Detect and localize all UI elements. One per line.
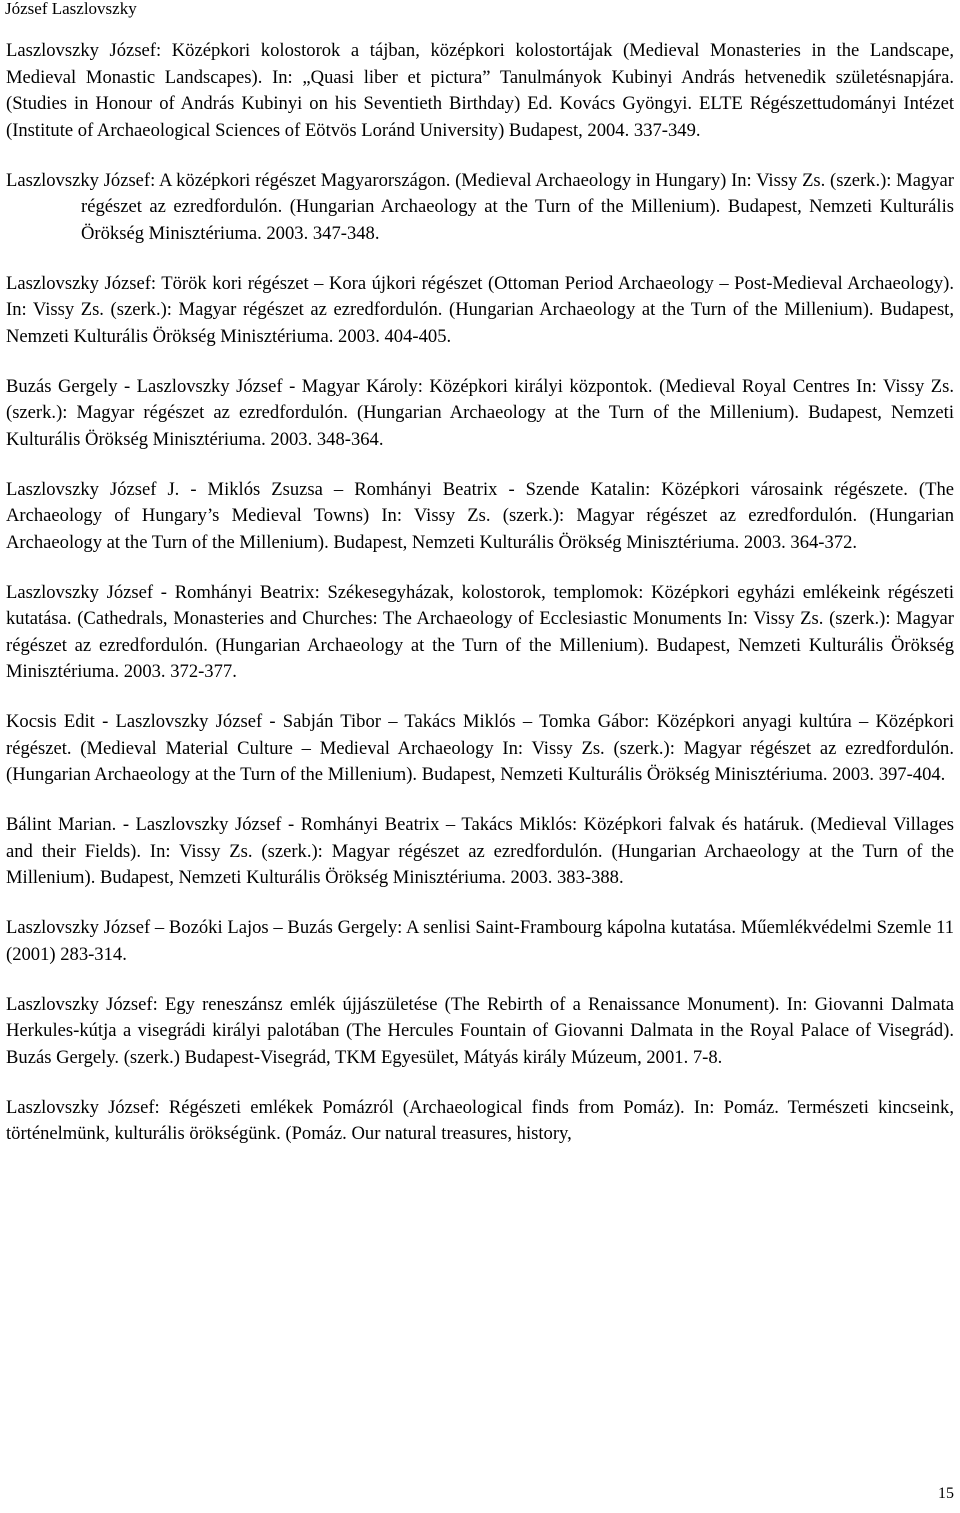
page-number: 15 [938, 1485, 954, 1502]
bibliography-entry: Laszlovszky József – Bozóki Lajos – Buzás Gergely: A senlisi Saint-Frambourg kápolna kutatása. Műemlékvédelmi Szemle 11 (2001) 283-314. [6, 917, 954, 965]
bibliography-entry: Laszlovszky József: Régészeti emlékek Pomázról (Archaeological finds from Pomáz). In: Pomáz. Természeti kincseink, történelmünk, kulturális örökségünk. (Pomáz. Our natural treasures, history, [6, 1096, 954, 1144]
bibliography-entry: Laszlovszky József: Egy reneszánsz emlék újjászületése (The Rebirth of a Renaissance Monument). In: Giovanni Dalmata Herkules-kútja a visegrádi királyi palotában (The Hercules Fountain of Giovanni Dalmata in the Royal Palace of Visegrád). Buzás Gergely. (szerk.) Budapest-Visegrád, TKM Egyesület, Mátyás király Múzeum, 2001. 7-8. [6, 993, 954, 1068]
bibliography-entry: Bálint Marian. - Laszlovszky József - Romhányi Beatrix – Takács Miklós: Középkori falvak és határuk. (Medieval Villages and their Fields). In: Vissy Zs. (szerk.): Magyar régészet az ezredfordulón. (Hungarian Archaeology at the Turn of the Millenium). Budapest, Nemzeti Kulturális Örökség Minisztériuma. 2003. 383-388. [6, 814, 954, 888]
running-header-author: József Laszlovszky [5, 0, 137, 18]
bibliography-entry: Laszlovszky József: Középkori kolostorok a tájban, középkori kolostortájak (Medieval Monasteries in the Landscape, Medieval Monastic Landscapes). In: „Quasi liber et pictura” Tanulmányok Kubinyi András hetvenedik születésnapjára.(Studies in Honour of András Kubinyi on his Seventieth Birthday) Ed. Kovács Gyöngyi. ELTE Régészettudományi Intézet (Institute of Archaeological Sciences of Eötvös Loránd University) Budapest, 2004. 337-349. [6, 40, 954, 141]
bibliography-entry: Laszlovszky József J. - Miklós Zsuzsa – Romhányi Beatrix - Szende Katalin: Középkori városaink régészete. (The Archaeology of Hungary’s Medieval Towns) In: Vissy Zs. (szerk.): Magyar régészet az ezredfordulón. (Hungarian Archaeology at the Turn of the Millenium). Budapest, Nemzeti Kulturális Örökség Minisztériuma. 2003. 364-372. [6, 478, 954, 553]
bibliography-entry: Buzás Gergely - Laszlovszky József - Magyar Károly: Középkori királyi központok. (Medieval Royal Centres In: Vissy Zs. (szerk.): Magyar régészet az ezredfordulón. (Hungarian Archaeology at the Turn of the Millenium). Budapest, Nemzeti Kulturális Örökség Minisztériuma. 2003. 348-364. [6, 375, 954, 450]
bibliography-list [6, 38, 954, 1171]
bibliography-entry: Laszlovszky József: A középkori régészet Magyarországon. (Medieval Archaeology in Hungary) In: Vissy Zs. (szerk.): Magyar régészet az ezredfordulón. (Hungarian Archaeology at the Turn of the Millenium). Budapest, Nemzeti Kulturális Örökség Minisztériuma. 2003. 347-348. [6, 169, 954, 244]
bibliography-entry: Laszlovszky József: Török kori régészet – Kora újkori régészet (Ottoman Period Archaeology – Post-Medieval Archaeology). In: Vissy Zs. (szerk.): Magyar régészet az ezredfordulón. (Hungarian Archaeology at the Turn of the Millenium). Budapest, Nemzeti Kulturális Örökség Minisztériuma. 2003. 404-405. [6, 272, 954, 347]
bibliography-entry: Laszlovszky József - Romhányi Beatrix: Székesegyházak, kolostorok, templomok: Középkori egyházi emlékeink régészeti kutatása. (Cathedrals, Monasteries and Churches: The Archaeology of Ecclesiastic Monuments In: Vissy Zs. (szerk.): Magyar régészet az ezredfordulón. (Hungarian Archaeology at the Turn of the Millenium). Budapest, Nemzeti Kulturális Örökség Minisztériuma. 2003. 372-377. [6, 581, 954, 682]
bibliography-entry: Kocsis Edit - Laszlovszky József - Sabján Tibor – Takács Miklós – Tomka Gábor: Középkori anyagi kultúra – Középkori régészet. (Medieval Material Culture – Medieval Archaeology In: Vissy Zs. (szerk.): Magyar régészet az ezredfordulón. (Hungarian Archaeology at the Turn of the Millenium). Budapest, Nemzeti Kulturális Örökség Minisztériuma. 2003. 397-404. [6, 711, 954, 785]
